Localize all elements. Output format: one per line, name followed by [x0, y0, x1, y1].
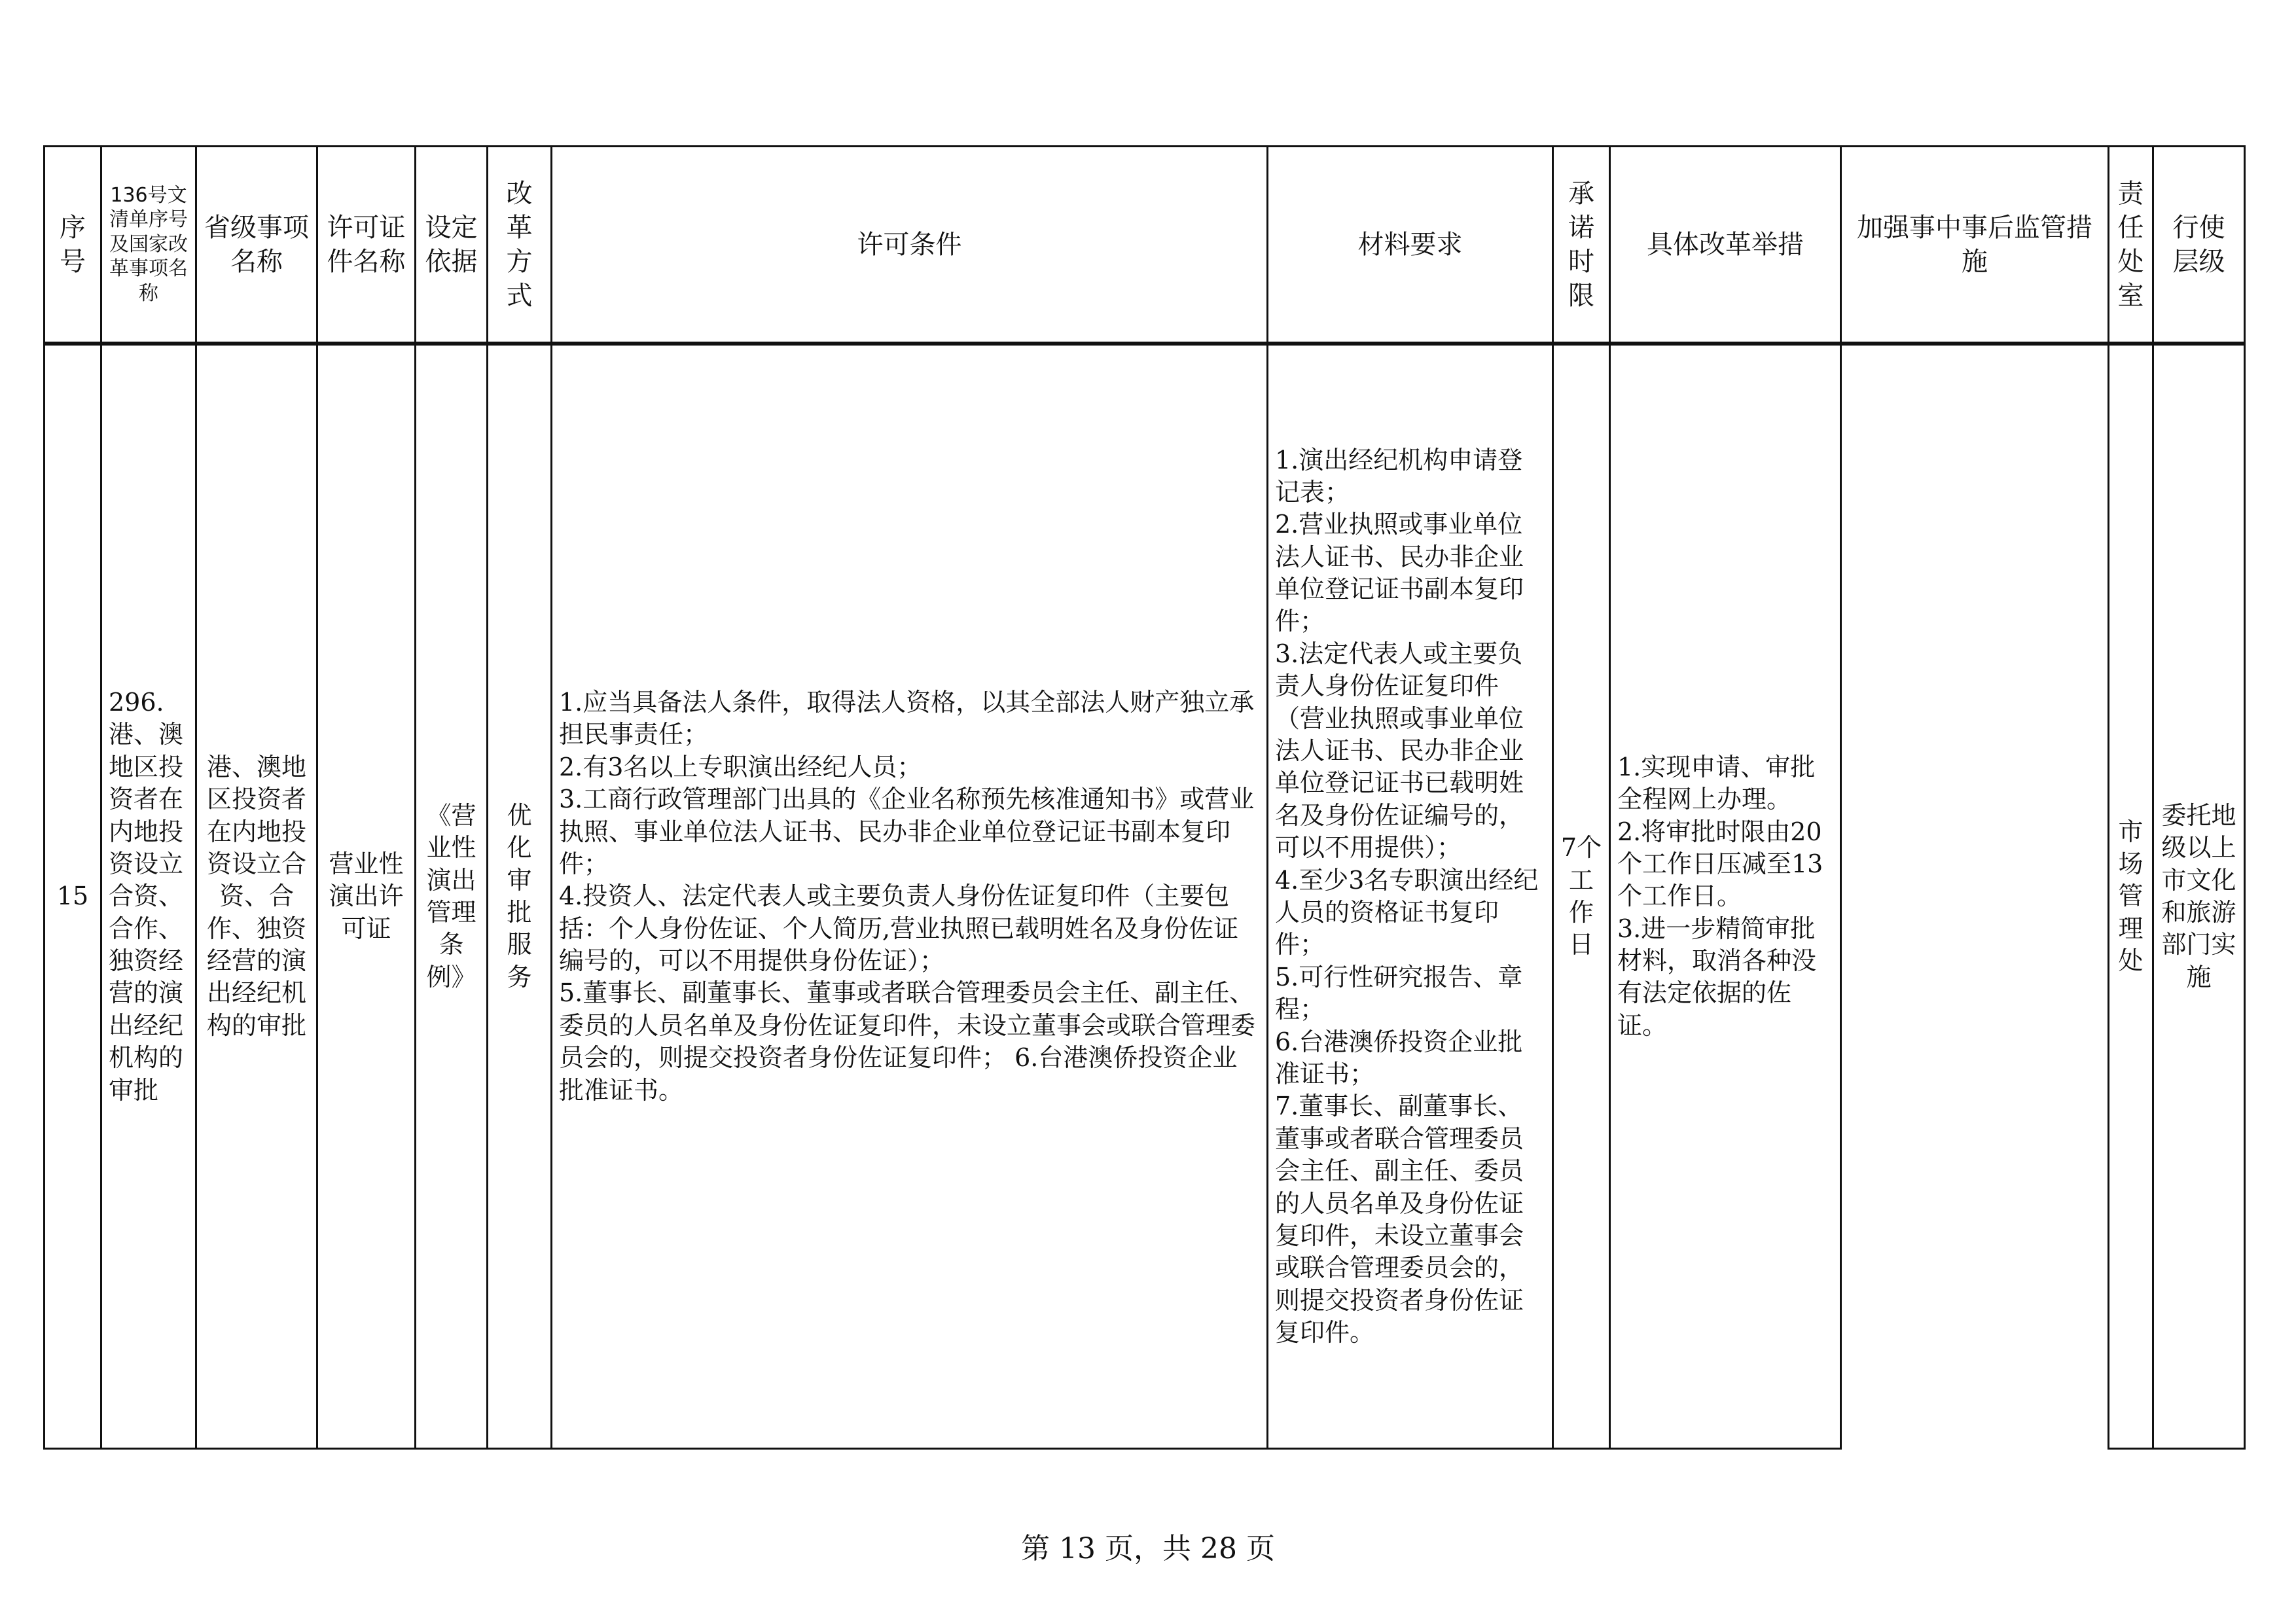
cell-provincial-item: 港、澳地区投资者在内地投资设立合资、合作、独资经营的演出经纪机构的审批 [196, 344, 317, 1449]
table-row [45, 344, 2245, 1449]
cell-supervision [1841, 344, 2109, 1449]
cell-license-name: 营业性演出许可证 [317, 344, 416, 1449]
cell-materials: 1.演出经纪机构申请登记表； 2.营业执照或事业单位法人证书、民办非企业单位登记证书副本复印件； 3.法定代表人或主要负责人身份佐证复印件（营业执照或事业单位法人证书、民办非企业单位登记证书已载明姓名及身份佐证编号的，可以不用提供）； 4.至少3名专职演出经纪人员的资格证书复印件； 5.可行性研究报告、章程； 6.台港澳侨投资企业批准证书； 7.董事长、副董事长、董事或者联合管理委员会主任、副主任、委员的人员名单及身份佐证复印件，未设立董事会或联合管理委员会的，则提交投资者身份佐证复印件。 [1268, 344, 1553, 1449]
header-seq: 序号 [45, 147, 101, 344]
header-level: 行使层级 [2153, 147, 2245, 344]
cell-conditions: 1.应当具备法人条件，取得法人资格，以其全部法人财产独立承担民事责任； 2.有3名以上专职演出经纪人员； 3.工商行政管理部门出具的《企业名称预先核准通知书》或营业执照、事业单位法人证书、民办非企业单位登记证书副本复印件； 4.投资人、法定代表人或主要负责人身份佐证复印件（主要包括：个人身份佐证、个人简历,营业执照已载明姓名及身份佐证编号的，可以不用提供身份佐证）； 5.董事长、副董事长、董事或者联合管理委员会主任、副主任、委员的人员名单及身份佐证复印件，未设立董事会或联合管理委员会的，则提交投资者身份佐证复印件； 6.台港澳侨投资企业批准证书。 [552, 344, 1268, 1449]
header-department: 责任处室 [2109, 147, 2153, 344]
cell-basis: 《营业性演出管理条例》 [416, 344, 488, 1449]
cell-level: 委托地级以上市文化和旅游部门实施 [2153, 344, 2245, 1449]
header-materials: 材料要求 [1268, 147, 1553, 344]
header-time-limit: 承诺时限 [1553, 147, 1610, 344]
cell-measures: 1.实现申请、审批全程网上办理。 2.将审批时限由20个工作日压减至13个工作日。 3.进一步精简审批材料，取消各种没有法定依据的佐证。 [1610, 344, 1841, 1449]
cell-seq: 15 [45, 344, 101, 1449]
header-provincial-item: 省级事项名称 [196, 147, 317, 344]
header-supervision: 加强事中事后监管措施 [1841, 147, 2109, 344]
cell-national-item: 296.港、澳地区投资者在内地投资设立合资、合作、独资经营的演出经纪机构的审批 [101, 344, 196, 1449]
page-number: 第 13 页，共 28 页 [1021, 1532, 1275, 1565]
cell-department: 市场管理处 [2109, 344, 2153, 1449]
header-basis: 设定依据 [416, 147, 488, 344]
header-national-item: 136号文清单序号及国家改革事项名称 [101, 147, 196, 344]
cell-time-limit: 7个工作日 [1553, 344, 1610, 1449]
header-reform-method: 改革方式 [488, 147, 552, 344]
approval-reform-table [43, 145, 2246, 1450]
header-conditions: 许可条件 [552, 147, 1268, 344]
header-measures: 具体改革举措 [1610, 147, 1841, 344]
header-row [45, 147, 2245, 344]
header-license-name: 许可证件名称 [317, 147, 416, 344]
cell-reform-method: 优化审批服务 [488, 344, 552, 1449]
